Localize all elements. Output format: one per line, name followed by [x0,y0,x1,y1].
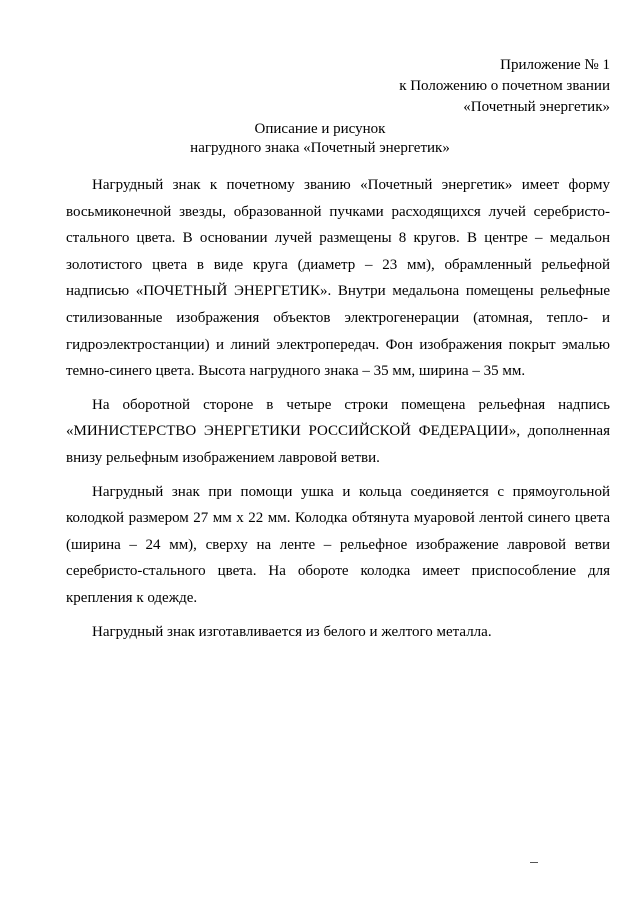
paragraph-material: Нагрудный знак изготавливается из белого и желтого металла. [92,623,492,640]
appendix-reference: к Положению о почетном звании [399,78,610,94]
appendix-title-reference: «Почетный энергетик» [463,99,610,115]
document-title [0,120,640,158]
title-line-2: нагрудного знака «Почетный энергетик» [190,140,450,156]
scan-mark [530,862,538,863]
paragraph-badge-description: Нагрудный знак к почетному званию «Почетный энергетик» имеет форму восьмиконечной звезды, образованной пучками расходящихся лучей серебристо-стального цвета. В основании лучей размещены 8 кругов. В центре – медальон золотистого цвета в виде круга (диаметр – 23 мм), обрамленный рельефной надписью «ПОЧЕТНЫЙ ЭНЕРГЕТИК». Внутри медальона помещены рельефные стилизованные изображения объектов электрогенерации (атомная, тепло- и гидроэлектростанции) и линий электропередач. Фон изображения покрыт эмалью темно-синего цвета. Высота нагрудного знака – 35 мм, ширина – 35 мм. [66,177,610,380]
paragraph-ribbon-bar: Нагрудный знак при помощи ушка и кольца соединяется с прямоугольной колодкой размером 27 мм х 22 мм. Колодка обтянута муаровой лентой синего цвета (ширина – 24 мм), сверху на ленте – рельефное изображение лавровой ветви серебристо-стального цвета. На обороте колодка имеет приспособление для крепления к одежде. [66,483,610,606]
appendix-header [399,55,610,118]
appendix-number: Приложение № 1 [500,57,610,73]
title-line-1: Описание и рисунок [254,121,386,137]
paragraph-reverse-side: На оборотной стороне в четыре строки помещена рельефная надпись «МИНИСТЕРСТВО ЭНЕРГЕТИКИ РОССИЙСКОЙ ФЕДЕРАЦИИ», дополненная внизу рельефным изображением лавровой ветви. [66,396,610,466]
document-body [66,172,610,652]
